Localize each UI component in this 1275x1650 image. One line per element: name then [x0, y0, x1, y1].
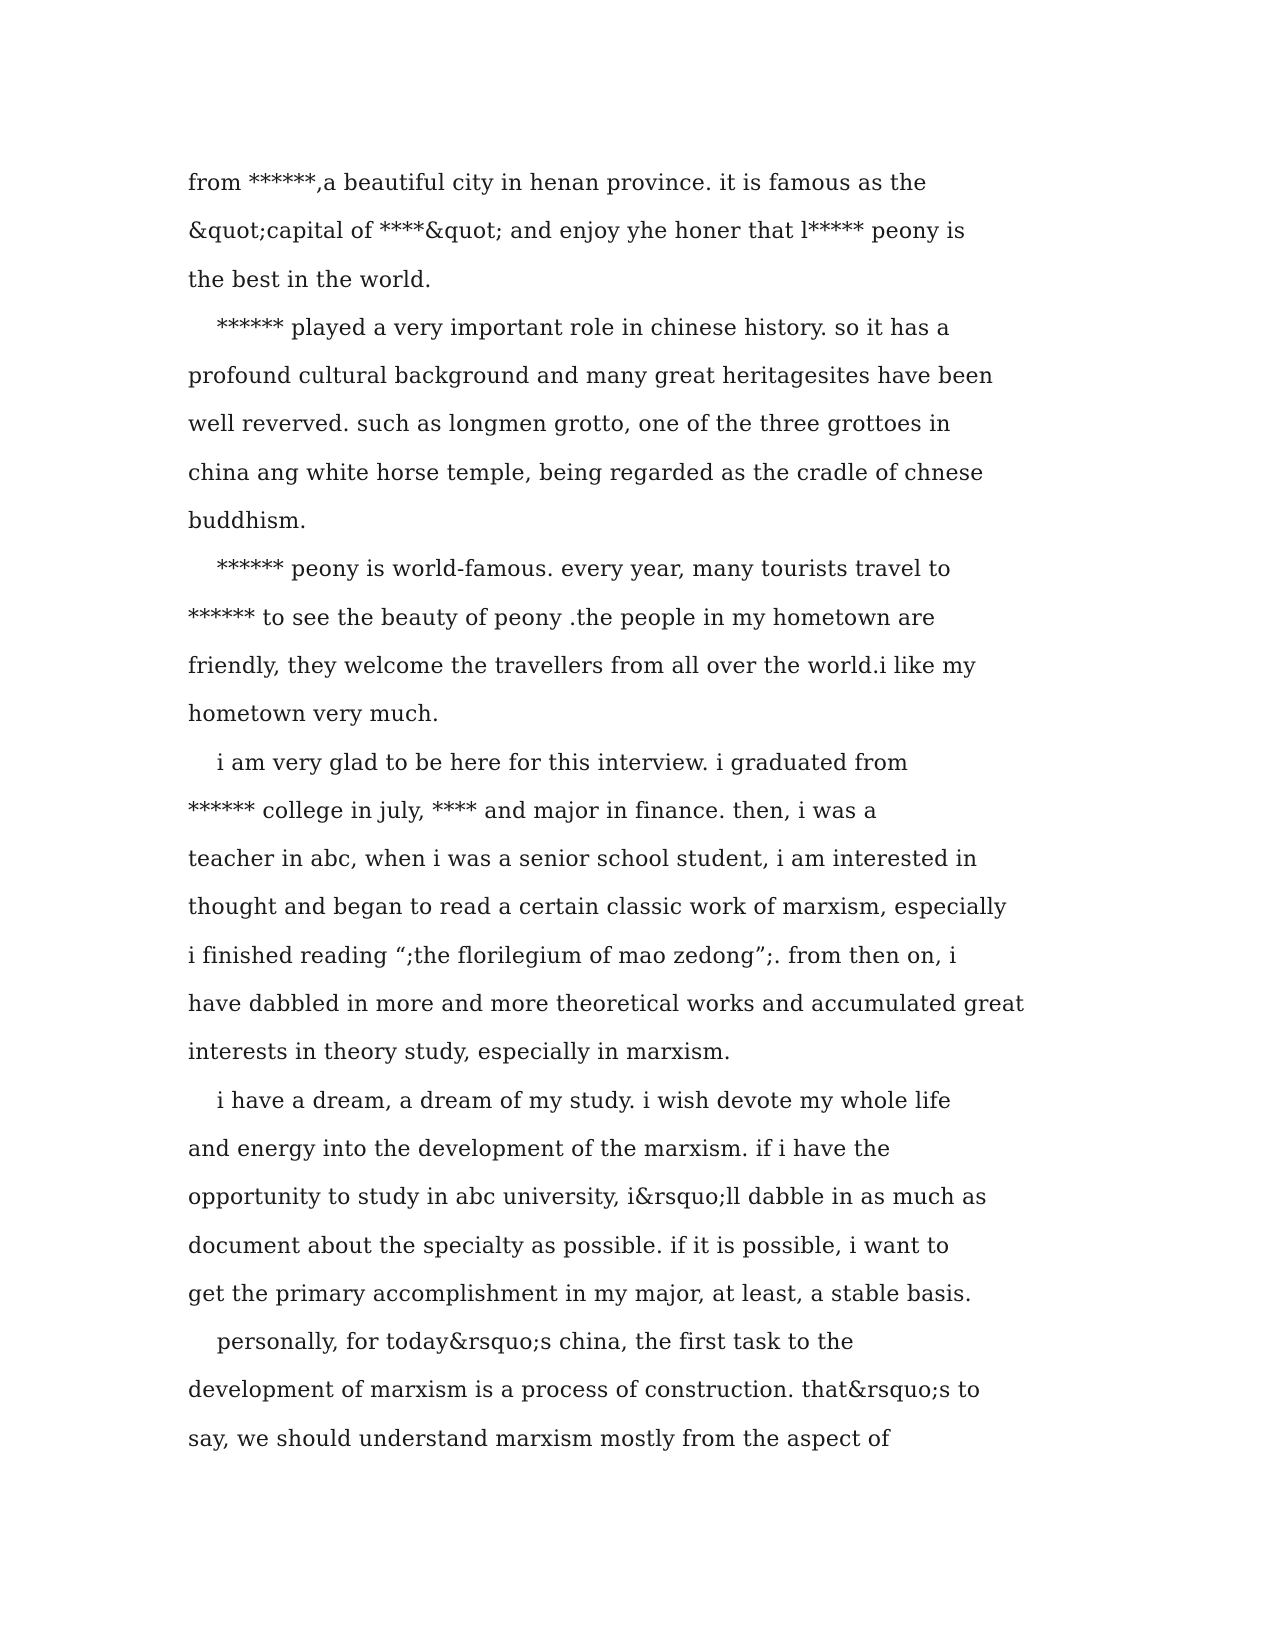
- text-line: ****** played a very important role in chinese history. so it has a: [188, 315, 950, 341]
- text-line: say, we should understand marxism mostly from the aspect of: [188, 1426, 890, 1452]
- text-line: china ang white horse temple, being regarded as the cradle of chnese: [188, 460, 984, 486]
- text-line: profound cultural background and many great heritagesites have been: [188, 364, 994, 390]
- text-line: personally, for today&rsquo;s china, the first task to the: [188, 1330, 854, 1356]
- document-body: [188, 160, 1088, 1464]
- text-line: the best in the world.: [188, 267, 432, 293]
- text-line: document about the specialty as possible. if it is possible, i want to: [188, 1233, 950, 1259]
- text-line: ****** peony is world-famous. every year, many tourists travel to: [188, 557, 951, 583]
- text-line: i have a dream, a dream of my study. i wish devote my whole life: [188, 1088, 952, 1114]
- text-line: development of marxism is a process of construction. that&rsquo;s to: [188, 1378, 981, 1404]
- text-line: get the primary accomplishment in my major, at least, a stable basis.: [188, 1281, 972, 1307]
- text-line: i am very glad to be here for this interview. i graduated from: [188, 750, 909, 776]
- text-line: buddhism.: [188, 509, 307, 535]
- text-line: well reverved. such as longmen grotto, one of the three grottoes in: [188, 412, 951, 438]
- text-line: teacher in abc, when i was a senior school student, i am interested in: [188, 847, 978, 873]
- text-line: &quot;capital of ****&quot; and enjoy yhe honer that l***** peony is: [188, 219, 966, 245]
- text-line: and energy into the development of the marxism. if i have the: [188, 1136, 891, 1162]
- text-line: from ******,a beautiful city in henan province. it is famous as the: [188, 171, 927, 196]
- text-line: i finished reading “;the florilegium of mao zedong”;. from then on, i: [188, 943, 957, 969]
- text-line: friendly, they welcome the travellers from all over the world.i like my: [188, 653, 976, 679]
- text-line: interests in theory study, especially in marxism.: [188, 1040, 731, 1066]
- text-line: thought and began to read a certain classic work of marxism, especially: [188, 895, 1007, 921]
- text-line: opportunity to study in abc university, i&rsquo;ll dabble in as much as: [188, 1185, 987, 1211]
- text-line: have dabbled in more and more theoretical works and accumulated great: [188, 992, 1025, 1018]
- text-line: hometown very much.: [188, 702, 440, 728]
- text-line: ****** college in july, **** and major in finance. then, i was a: [188, 798, 877, 824]
- text-line: ****** to see the beauty of peony .the people in my hometown are: [188, 605, 936, 631]
